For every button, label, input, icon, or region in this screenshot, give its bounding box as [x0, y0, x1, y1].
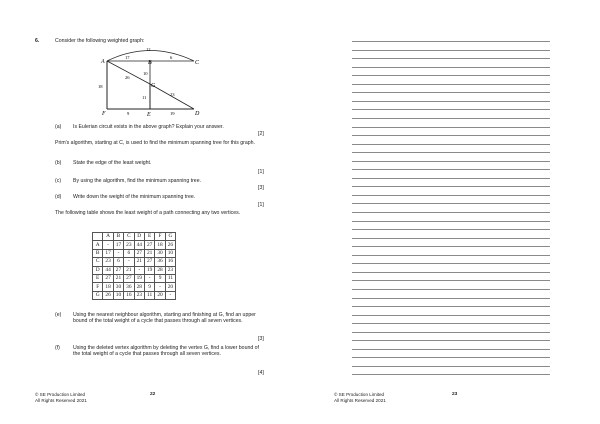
weight-gd: 23: [170, 92, 175, 97]
answer-line: [352, 246, 550, 247]
table-cell: 21: [134, 258, 144, 266]
footer-line2: All Rights Reserved 2021: [334, 398, 386, 403]
table-cell: 9: [144, 283, 154, 291]
table-cell: -: [155, 283, 165, 291]
answer-line: [352, 135, 550, 136]
table-row: [93, 249, 176, 257]
answer-line: [352, 263, 550, 264]
weight-ge: 11: [142, 95, 147, 100]
table-cell: E: [93, 274, 103, 282]
distance-table: [92, 232, 176, 300]
answer-line: [352, 238, 550, 239]
table-header-cell: B: [113, 233, 123, 241]
table-cell: 27: [124, 274, 134, 282]
answer-line: [352, 118, 550, 119]
answer-line: [352, 101, 550, 102]
answer-line: [352, 127, 550, 128]
table-cell: D: [93, 266, 103, 274]
table-cell: 30: [155, 249, 165, 257]
table-cell: 36: [124, 283, 134, 291]
part-e-marks: [3]: [258, 336, 264, 342]
answer-line: [352, 212, 550, 213]
table-cell: 27: [103, 274, 113, 282]
part-a-label: (a): [55, 124, 62, 130]
answer-line: [352, 374, 550, 375]
table-cell: 17: [113, 241, 123, 249]
answer-line: [352, 195, 550, 196]
vertex-e: E: [147, 112, 151, 118]
table-cell: 23: [134, 291, 144, 299]
table-cell: -: [165, 291, 175, 299]
table-cell: 21: [144, 249, 154, 257]
answer-line: [352, 92, 550, 93]
table-cell: 21: [113, 274, 123, 282]
table-cell: F: [93, 283, 103, 291]
answer-line: [352, 178, 550, 179]
weight-bc: 6: [170, 55, 173, 60]
footer-copyright-left: [35, 392, 87, 404]
part-c-label: (c): [55, 178, 62, 184]
vertex-b: B: [148, 60, 152, 66]
table-cell: 23: [124, 241, 134, 249]
table-cell: 11: [144, 291, 154, 299]
table-cell: 23: [103, 258, 113, 266]
table-cell: 23: [165, 266, 175, 274]
table-cell: 9: [155, 274, 165, 282]
table-header-cell: G: [165, 233, 175, 241]
answer-line: [352, 280, 550, 281]
question-intro: Consider the following weighted graph:: [55, 38, 145, 44]
answer-line: [352, 152, 550, 153]
table-cell: 28: [134, 283, 144, 291]
answer-line: [352, 298, 550, 299]
vertex-g: G: [151, 83, 156, 89]
table-cell: 21: [124, 266, 134, 274]
table-row: [93, 274, 176, 282]
table-cell: 19: [144, 266, 154, 274]
part-d-text: Write down the weight of the minimum spanning tree.: [73, 194, 196, 200]
page-number-left: 22: [150, 392, 156, 397]
weight-fe: 9: [127, 111, 130, 116]
table-cell: 16: [124, 291, 134, 299]
table-cell: C: [93, 258, 103, 266]
table-row: [93, 258, 176, 266]
footer-copyright-right: [334, 392, 386, 404]
table-cell: 18: [155, 241, 165, 249]
table-cell: A: [93, 241, 103, 249]
answer-line: [352, 169, 550, 170]
answer-line: [352, 41, 550, 42]
part-f-label: (f): [55, 345, 60, 351]
answer-line: [352, 340, 550, 341]
answer-line: [352, 315, 550, 316]
table-cell: 36: [155, 258, 165, 266]
table-cell: -: [103, 241, 113, 249]
weighted-graph: [95, 44, 225, 124]
answer-line: [352, 161, 550, 162]
part-f-text: Using the deleted vertex algorithm by deleting the vertex G, find a lower bound of the total weight of a cycle that passes through all seven vertices.: [73, 345, 259, 357]
page-number-right: 23: [452, 392, 458, 397]
footer-line2: All Rights Reserved 2021: [35, 398, 87, 403]
answer-line: [352, 357, 550, 358]
weight-ab: 17: [125, 55, 130, 60]
table-cell: 44: [103, 266, 113, 274]
weight-ac: 12: [146, 47, 151, 52]
table-cell: B: [93, 249, 103, 257]
table-cell: 27: [113, 266, 123, 274]
table-cell: 27: [144, 258, 154, 266]
answer-line: [352, 203, 550, 204]
table-cell: 6: [113, 258, 123, 266]
table-cell: -: [124, 258, 134, 266]
answer-line: [352, 58, 550, 59]
table-cell: 30: [113, 283, 123, 291]
answer-line: [352, 186, 550, 187]
question-number: 6.: [35, 38, 40, 44]
table-header-cell: F: [155, 233, 165, 241]
table-cell: 26: [165, 241, 175, 249]
table-header-cell: C: [124, 233, 134, 241]
table-header-cell: A: [103, 233, 113, 241]
part-c-marks: [3]: [258, 185, 264, 191]
table-cell: -: [134, 266, 144, 274]
prim-intro: Prim's algorithm, starting at C, is used to find the minimum spanning tree for this graph.: [55, 140, 255, 146]
answer-line: [352, 289, 550, 290]
answer-line: [352, 229, 550, 230]
table-row: [93, 291, 176, 299]
answer-line: [352, 323, 550, 324]
table-cell: G: [93, 291, 103, 299]
table-row: [93, 241, 176, 249]
part-a-text: Is Eulerian circuit exists in the above graph? Explain your answer.: [73, 124, 224, 130]
table-cell: 20: [155, 291, 165, 299]
answer-line: [352, 75, 550, 76]
weight-ag: 26: [125, 75, 130, 80]
part-b-text: State the edge of the least weight.: [73, 160, 152, 166]
table-cell: 26: [103, 291, 113, 299]
answer-line: [352, 50, 550, 51]
answer-line: [352, 67, 550, 68]
part-e-label: (e): [55, 312, 62, 318]
weight-ed: 19: [170, 111, 175, 116]
table-cell: 10: [113, 291, 123, 299]
table-header-cell: E: [144, 233, 154, 241]
table-cell: 44: [134, 241, 144, 249]
answer-line: [352, 349, 550, 350]
table-row: [93, 283, 176, 291]
part-f-marks: [4]: [258, 370, 264, 376]
footer-line1: © SE Production Limited: [35, 392, 86, 397]
part-a-marks: [2]: [258, 131, 264, 137]
vertex-a: A: [101, 59, 105, 65]
table-cell: -: [113, 249, 123, 257]
footer-line1: © SE Production Limited: [334, 392, 385, 397]
vertex-d: D: [195, 111, 200, 117]
table-cell: 18: [103, 283, 113, 291]
table-cell: 28: [155, 266, 165, 274]
table-intro: The following table shows the least weight of a path connecting any two vertices.: [55, 210, 241, 216]
table-cell: 6: [124, 249, 134, 257]
table-cell: 16: [165, 258, 175, 266]
table-header-row: [93, 233, 176, 241]
table-cell: 11: [165, 274, 175, 282]
table-header-cell: [93, 233, 103, 241]
part-d-label: (d): [55, 194, 62, 200]
answer-line: [352, 306, 550, 307]
weight-bg: 10: [143, 71, 148, 76]
vertex-f: F: [102, 111, 106, 117]
answer-line: [352, 272, 550, 273]
table-cell: 20: [165, 283, 175, 291]
part-b-marks: [1]: [258, 169, 264, 175]
weight-af: 18: [98, 84, 103, 89]
table-cell: 27: [144, 241, 154, 249]
answer-line: [352, 109, 550, 110]
vertex-c: C: [195, 60, 200, 66]
answer-line: [352, 255, 550, 256]
table-cell: 17: [103, 249, 113, 257]
table-header-cell: D: [134, 233, 144, 241]
part-c-text: By using the algorithm, find the minimum spanning tree.: [73, 178, 202, 184]
answer-line: [352, 366, 550, 367]
table-cell: -: [144, 274, 154, 282]
part-e-text: Using the nearest neighbour algorithm, starting and finishing at G, find an upper bound of the total weight of a cycle that passes through all seven vertices.: [73, 312, 256, 324]
table-cell: 19: [134, 274, 144, 282]
part-d-marks: [1]: [258, 202, 264, 208]
answer-line: [352, 221, 550, 222]
table-row: [93, 266, 176, 274]
answer-line: [352, 84, 550, 85]
answer-line: [352, 144, 550, 145]
part-b-label: (b): [55, 160, 62, 166]
table-cell: 10: [165, 249, 175, 257]
table-cell: 27: [134, 249, 144, 257]
answer-line: [352, 332, 550, 333]
